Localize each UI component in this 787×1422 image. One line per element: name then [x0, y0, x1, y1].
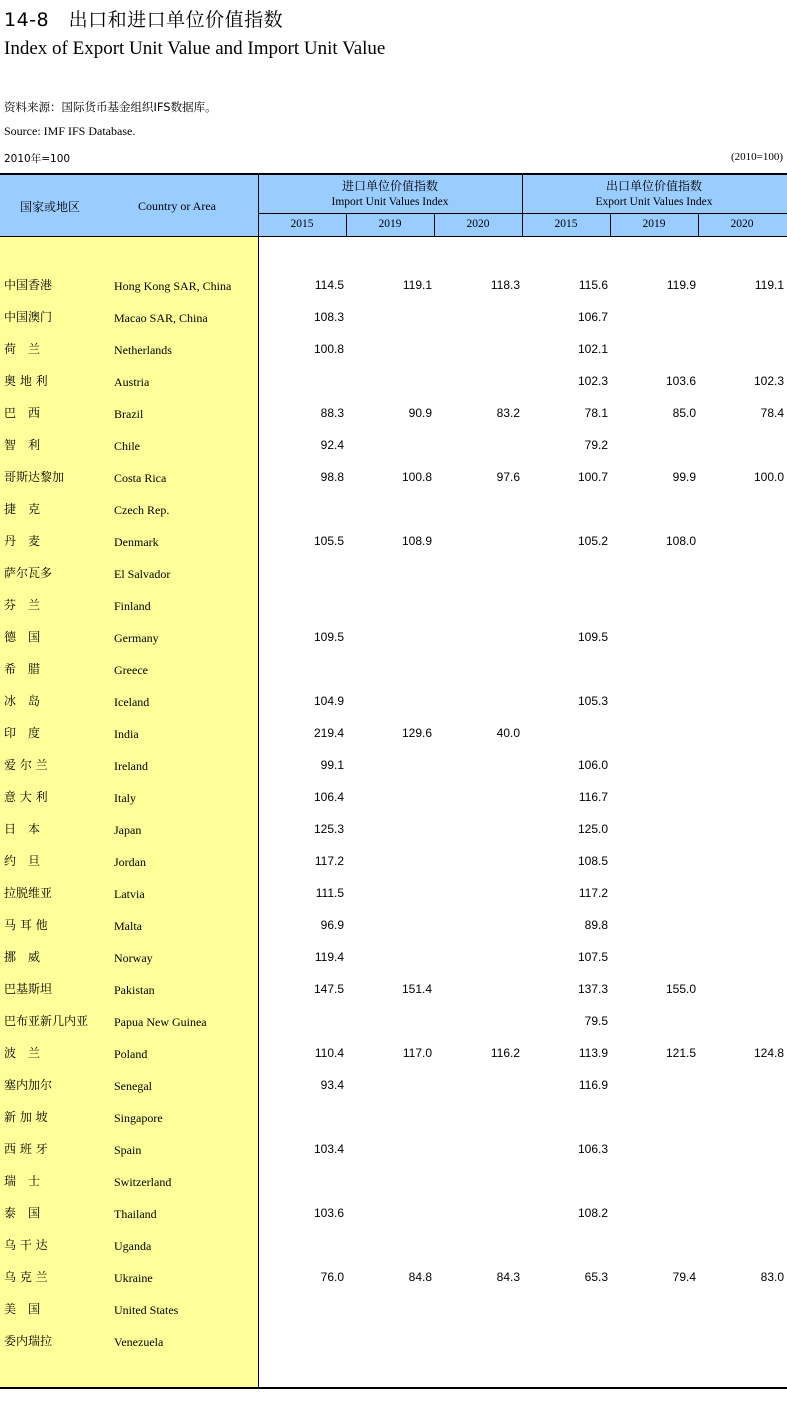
country-name-cn: 巴布亚新几内亚 [4, 1014, 89, 1028]
country-name-cn: 泰 国 [4, 1206, 41, 1220]
country-name-cn: 委内瑞拉 [4, 1334, 53, 1348]
index-value-cell: 121.5 [665, 1046, 696, 1060]
country-name-cn: 新 加 坡 [4, 1110, 48, 1124]
index-value-cell: 111.5 [315, 886, 344, 900]
index-value-cell: 84.8 [408, 1270, 432, 1284]
index-value-cell: 106.7 [577, 310, 608, 324]
country-name-en: Czech Rep. [114, 503, 170, 517]
index-value-cell: 113.9 [578, 1046, 608, 1060]
index-value-cell: 85.0 [672, 406, 696, 420]
country-name-en: El Salvador [114, 567, 171, 581]
country-name-cn: 乌 干 达 [4, 1238, 48, 1252]
country-name-cn: 萨尔瓦多 [4, 566, 53, 580]
table-row [0, 1013, 787, 1045]
index-value-cell: 65.3 [584, 1270, 608, 1284]
table-row [0, 405, 787, 437]
table-top-rule [0, 173, 787, 175]
index-value-cell: 76.0 [320, 1270, 344, 1284]
table-row [0, 341, 787, 373]
country-name-cn: 荷 兰 [4, 342, 41, 356]
index-value-cell: 79.5 [584, 1014, 608, 1028]
header-bottom-rule [0, 236, 787, 237]
country-name-en: Italy [114, 791, 136, 805]
index-value-cell: 125.0 [577, 822, 608, 836]
table-row [0, 629, 787, 661]
index-value-cell: 108.5 [577, 854, 608, 868]
group-header-rule [258, 213, 787, 214]
index-value-cell: 96.9 [320, 918, 344, 932]
index-value-cell: 100.8 [401, 470, 432, 484]
index-value-cell: 97.6 [496, 470, 520, 484]
table-row [0, 917, 787, 949]
index-value-cell: 90.9 [408, 406, 432, 420]
country-name-cn: 马 耳 他 [4, 918, 48, 932]
table-row [0, 501, 787, 533]
country-name-en: Netherlands [114, 343, 172, 357]
table-row [0, 1301, 787, 1333]
export-header-cn: 出口单位价值指数 [605, 179, 702, 193]
country-name-en: Chile [114, 439, 140, 453]
index-value-cell: 106.3 [577, 1142, 608, 1156]
table-row [0, 1109, 787, 1141]
index-value-cell: 108.3 [313, 310, 344, 324]
page-title-en: Index of Export Unit Value and Import Unit Value [4, 38, 386, 59]
year-header: 2019 [642, 218, 666, 230]
index-value-cell: 119.9 [666, 278, 696, 292]
year-header: 2020 [730, 218, 754, 230]
index-value-cell: 117.2 [314, 854, 344, 868]
table-row [0, 789, 787, 821]
index-value-cell: 117.2 [578, 886, 608, 900]
index-value-cell: 116.9 [578, 1078, 608, 1092]
index-value-cell: 115.6 [578, 278, 608, 292]
index-value-cell: 103.4 [313, 1142, 344, 1156]
country-name-en: Venezuela [114, 1335, 164, 1349]
country-name-cn: 美 国 [4, 1302, 41, 1316]
country-name-en: Denmark [114, 535, 159, 549]
country-name-en: Ukraine [114, 1271, 153, 1285]
import-header-en: Import Unit Values Index [331, 196, 449, 208]
index-value-cell: 116.7 [578, 790, 608, 804]
index-value-cell: 83.2 [496, 406, 520, 420]
index-value-cell: 79.2 [584, 438, 608, 452]
country-name-cn: 乌 克 兰 [4, 1270, 48, 1284]
index-value-cell: 137.3 [577, 982, 608, 996]
year-header: 2020 [466, 218, 490, 230]
country-name-en: Hong Kong SAR, China [114, 279, 232, 293]
index-value-cell: 102.3 [753, 374, 784, 388]
index-value-cell: 119.1 [754, 278, 784, 292]
source-note-en: Source: IMF IFS Database. [4, 124, 136, 138]
year-header: 2019 [378, 218, 402, 230]
table-row [0, 1269, 787, 1301]
table-row [0, 1173, 787, 1205]
country-name-cn: 波 兰 [4, 1046, 41, 1060]
table-row [0, 1077, 787, 1109]
index-value-cell: 88.3 [320, 406, 344, 420]
index-value-cell: 89.8 [584, 918, 608, 932]
year-header: 2015 [290, 218, 314, 230]
index-value-cell: 105.2 [577, 534, 608, 548]
country-name-en: Papua New Guinea [114, 1015, 207, 1029]
index-value-cell: 108.9 [401, 534, 432, 548]
table-row [0, 661, 787, 693]
index-value-cell: 78.4 [760, 406, 784, 420]
country-name-en: Latvia [114, 887, 145, 901]
index-value-cell: 108.2 [577, 1206, 608, 1220]
country-name-en: Greece [114, 663, 148, 677]
country-name-cn: 中国澳门 [4, 310, 53, 324]
table-row [0, 1333, 787, 1365]
country-name-cn: 丹 麦 [4, 534, 41, 548]
index-table [0, 173, 787, 1390]
country-name-cn: 爱 尔 兰 [4, 758, 48, 772]
country-name-en: Costa Rica [114, 471, 167, 485]
index-value-cell: 110.4 [314, 1046, 344, 1060]
country-name-en: Iceland [114, 695, 150, 709]
index-value-cell: 106.0 [577, 758, 608, 772]
header-country-cn: 国家或地区 [20, 200, 81, 214]
country-name-cn: 巴 西 [4, 406, 41, 420]
country-name-en: Uganda [114, 1239, 152, 1253]
table-row [0, 757, 787, 789]
index-value-cell: 219.4 [313, 726, 344, 740]
country-name-cn: 约 旦 [4, 854, 41, 868]
index-value-cell: 106.4 [313, 790, 344, 804]
year-header: 2015 [554, 218, 578, 230]
index-value-cell: 119.1 [402, 278, 432, 292]
index-value-cell: 105.5 [313, 534, 344, 548]
base-year-note-cn: 2010年=100 [4, 153, 71, 165]
index-value-cell: 109.5 [577, 630, 608, 644]
index-value-cell: 129.6 [401, 726, 432, 740]
import-header-cn: 进口单位价值指数 [341, 179, 438, 193]
country-name-cn: 德 国 [4, 630, 41, 644]
country-name-en: Austria [114, 375, 150, 389]
index-value-cell: 109.5 [313, 630, 344, 644]
index-value-cell: 79.4 [672, 1270, 696, 1284]
table-row [0, 1205, 787, 1237]
country-name-en: India [114, 727, 139, 741]
country-name-cn: 挪 威 [4, 950, 41, 964]
index-value-cell: 114.5 [314, 278, 344, 292]
country-name-cn: 冰 岛 [4, 694, 41, 708]
country-name-en: Macao SAR, China [114, 311, 208, 325]
table-row [0, 533, 787, 565]
country-name-cn: 芬 兰 [4, 598, 41, 612]
country-name-cn: 瑞 士 [4, 1174, 41, 1188]
table-row [0, 693, 787, 725]
table-bottom-rule [0, 1387, 787, 1389]
index-value-cell: 102.1 [577, 342, 608, 356]
country-name-cn: 捷 克 [4, 502, 41, 516]
index-value-cell: 147.5 [313, 982, 344, 996]
table-row [0, 949, 787, 981]
index-value-cell: 100.7 [577, 470, 608, 484]
table-row [0, 437, 787, 469]
index-value-cell: 99.9 [672, 470, 696, 484]
base-year-note-en: (2010=100) [730, 151, 783, 163]
index-value-cell: 105.3 [577, 694, 608, 708]
country-name-cn: 印 度 [4, 726, 41, 740]
header-country-en: Country or Area [138, 199, 216, 213]
table-row [0, 277, 787, 309]
index-value-cell: 118.3 [490, 278, 520, 292]
import-group-header [258, 179, 522, 210]
source-note-cn: 资料来源：国际货币基金组织IFS数据库。 [4, 100, 217, 114]
table-row [0, 373, 787, 405]
index-value-cell: 103.6 [313, 1206, 344, 1220]
index-value-cell: 40.0 [496, 726, 520, 740]
country-name-en: Thailand [114, 1207, 157, 1221]
index-value-cell: 93.4 [320, 1078, 344, 1092]
country-name-en: Jordan [114, 855, 146, 869]
country-name-en: Finland [114, 599, 151, 613]
country-name-cn: 哥斯达黎加 [4, 470, 65, 484]
index-value-cell: 151.4 [401, 982, 432, 996]
table-row [0, 853, 787, 885]
table-row [0, 469, 787, 501]
table-row [0, 597, 787, 629]
index-value-cell: 104.9 [313, 694, 344, 708]
table-row [0, 1045, 787, 1077]
country-name-cn: 拉脱维亚 [4, 886, 53, 900]
country-name-cn: 中国香港 [4, 278, 53, 292]
country-name-en: Ireland [114, 759, 148, 773]
table-row [0, 885, 787, 917]
export-group-header [522, 179, 786, 210]
index-value-cell: 116.2 [490, 1046, 520, 1060]
index-value-cell: 108.0 [665, 534, 696, 548]
country-name-en: Singapore [114, 1111, 163, 1125]
index-value-cell: 78.1 [584, 406, 608, 420]
index-value-cell: 117.0 [402, 1046, 432, 1060]
index-value-cell: 119.4 [314, 950, 344, 964]
country-name-en: Poland [114, 1047, 148, 1061]
table-row [0, 725, 787, 757]
country-name-en: Germany [114, 631, 159, 645]
page-title-cn: 14-8 出口和进口单位价值指数 [4, 9, 284, 31]
index-value-cell: 98.8 [320, 470, 344, 484]
index-value-cell: 83.0 [760, 1270, 784, 1284]
country-name-en: Senegal [114, 1079, 152, 1093]
country-name-cn: 塞内加尔 [4, 1078, 53, 1092]
country-name-en: Norway [114, 951, 153, 965]
export-header-en: Export Unit Values Index [595, 196, 713, 208]
country-name-cn: 意 大 利 [4, 790, 48, 804]
country-name-en: Malta [114, 919, 142, 933]
table-row [0, 1141, 787, 1173]
index-value-cell: 124.8 [753, 1046, 784, 1060]
index-value-cell: 84.3 [496, 1270, 520, 1284]
index-value-cell: 100.0 [753, 470, 784, 484]
country-name-cn: 巴基斯坦 [4, 982, 53, 996]
index-value-cell: 155.0 [665, 982, 696, 996]
index-value-cell: 100.8 [313, 342, 344, 356]
country-name-en: Japan [114, 823, 142, 837]
country-name-cn: 希 腊 [4, 662, 41, 676]
country-name-cn: 奥 地 利 [4, 374, 48, 388]
country-name-en: Pakistan [114, 983, 155, 997]
index-value-cell: 103.6 [665, 374, 696, 388]
country-name-cn: 日 本 [4, 822, 41, 836]
country-name-en: United States [114, 1303, 179, 1317]
index-value-cell: 102.3 [577, 374, 608, 388]
table-row [0, 981, 787, 1013]
country-name-en: Switzerland [114, 1175, 172, 1189]
index-value-cell: 92.4 [320, 438, 344, 452]
index-value-cell: 125.3 [313, 822, 344, 836]
country-name-en: Spain [114, 1143, 142, 1157]
index-value-cell: 107.5 [577, 950, 608, 964]
country-name-en: Brazil [114, 407, 144, 421]
country-name-cn: 西 班 牙 [4, 1142, 48, 1156]
table-row [0, 1237, 787, 1269]
table-row [0, 565, 787, 597]
table-row [0, 821, 787, 853]
index-value-cell: 99.1 [320, 758, 344, 772]
table-row [0, 309, 787, 341]
country-name-cn: 智 利 [4, 438, 41, 452]
